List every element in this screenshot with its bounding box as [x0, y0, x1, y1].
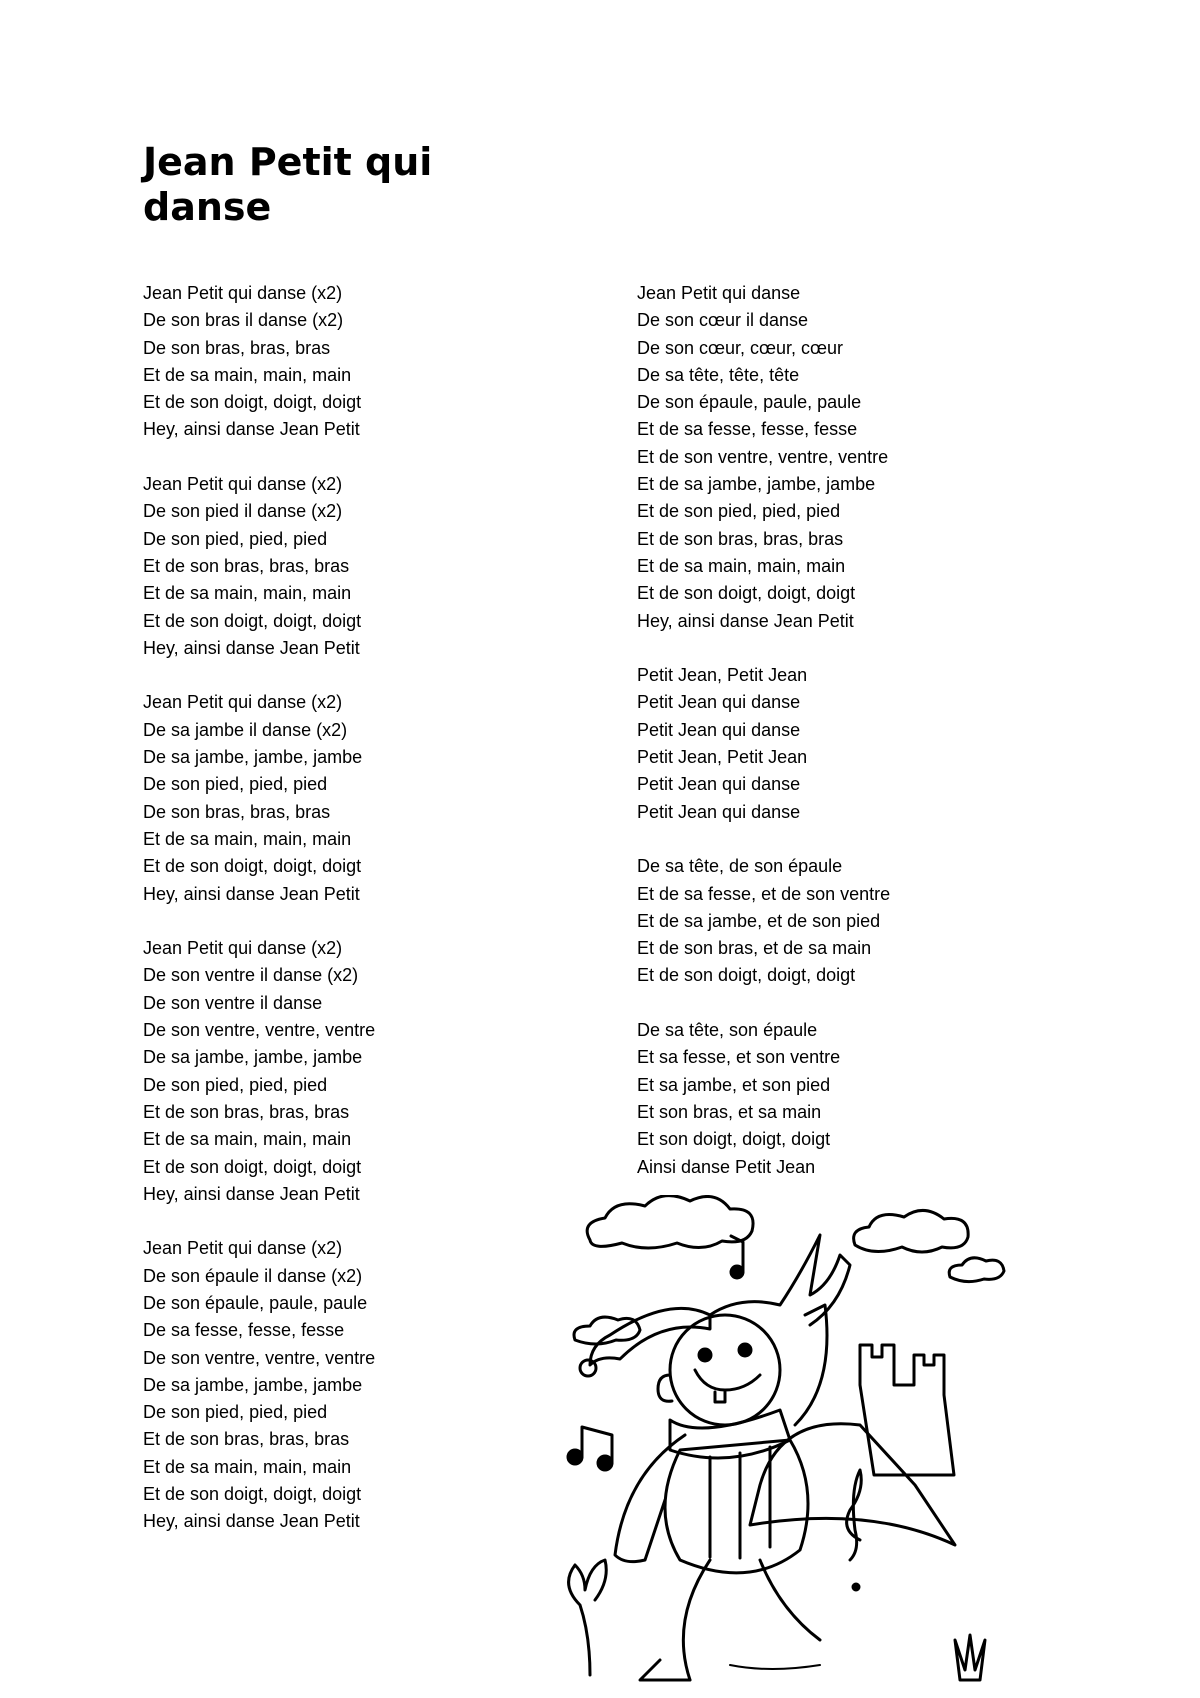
- lyric-line: Hey, ainsi danse Jean Petit: [143, 419, 360, 440]
- lyric-line: De sa fesse, fesse, fesse: [143, 1320, 345, 1341]
- cloud-icon: [587, 1196, 753, 1248]
- lyric-line: Et de sa main, main, main: [637, 555, 846, 576]
- lyric-line: De sa tête, son épaule: [637, 1020, 818, 1041]
- lyric-line: Hey, ainsi danse Jean Petit: [143, 883, 360, 904]
- jester-collar: [670, 1410, 790, 1458]
- lyric-line: Et sa fesse, et son ventre: [637, 1047, 841, 1068]
- lyric-line: De son ventre, ventre, ventre: [143, 1020, 376, 1041]
- lyric-line: Et de son bras, bras, bras: [637, 528, 844, 549]
- lyric-line: Et de sa main, main, main: [143, 364, 352, 385]
- stanza: [637, 1017, 1077, 1181]
- lyric-line: Et de son bras, bras, bras: [143, 1429, 350, 1450]
- lyric-line: Et de sa main, main, main: [143, 1129, 352, 1150]
- lyric-line: Et de sa jambe, et de son pied: [637, 910, 881, 931]
- lyric-line: De sa tête, de son épaule: [637, 856, 843, 877]
- lyric-line: Jean Petit qui danse (x2): [143, 1238, 343, 1259]
- song-title: Jean Petit qui danse: [143, 140, 433, 229]
- lyric-line: De son épaule, paule, paule: [143, 1292, 368, 1313]
- lyric-line: Et de sa main, main, main: [143, 1456, 352, 1477]
- lyric-line: Et de son doigt, doigt, doigt: [143, 392, 362, 413]
- lyric-line: Et de sa main, main, main: [143, 583, 352, 604]
- lyric-line: De sa jambe, jambe, jambe: [143, 1047, 363, 1068]
- lyric-line: De son épaule, paule, paule: [637, 392, 862, 413]
- stanza: [143, 1235, 593, 1535]
- lyric-line: Jean Petit qui danse (x2): [143, 283, 343, 303]
- lyric-line: Hey, ainsi danse Jean Petit: [143, 637, 360, 658]
- lyrics-right-column: [637, 280, 1077, 1208]
- lyric-line: De son épaule il danse (x2): [143, 1265, 363, 1286]
- stanza: [143, 471, 593, 662]
- lyric-line: Et de son ventre, ventre, ventre: [637, 446, 889, 467]
- jester-foot: [640, 1660, 690, 1680]
- lyric-line: Petit Jean qui danse: [637, 774, 801, 795]
- stanza: [637, 662, 1077, 826]
- lyric-line: Petit Jean qui danse: [637, 801, 801, 822]
- lyric-line: Petit Jean qui danse: [637, 692, 801, 713]
- treble-clef-icon: [847, 1470, 862, 1590]
- lyric-line: Et son bras, et sa main: [637, 1101, 822, 1122]
- grass-icon: [955, 1635, 985, 1680]
- lyric-line: Ainsi danse Petit Jean: [637, 1156, 816, 1177]
- lyric-line: Et de sa main, main, main: [143, 828, 352, 849]
- cloud-icon: [949, 1258, 1004, 1282]
- lyric-line: Et sa jambe, et son pied: [637, 1074, 831, 1095]
- lyric-line: Et son doigt, doigt, doigt: [637, 1129, 831, 1150]
- lyric-line: Et de son bras, et de sa main: [637, 938, 872, 959]
- lyric-line: De son pied, pied, pied: [143, 774, 328, 795]
- stanza: [637, 280, 1077, 635]
- stanza: [143, 689, 593, 907]
- lyric-line: De sa jambe, jambe, jambe: [143, 747, 363, 768]
- lyric-line: De son cœur, cœur, cœur: [637, 337, 844, 358]
- cloud-icon: [574, 1317, 640, 1344]
- lyric-line: Et de son pied, pied, pied: [637, 501, 841, 522]
- lyric-line: De son ventre il danse: [143, 992, 323, 1013]
- lyric-line: De son bras, bras, bras: [143, 337, 331, 358]
- lyric-line: De son bras il danse (x2): [143, 310, 344, 331]
- lyric-line: Jean Petit qui danse: [637, 283, 801, 303]
- lyric-line: De son ventre il danse (x2): [143, 965, 359, 986]
- lyric-line: Hey, ainsi danse Jean Petit: [143, 1511, 360, 1532]
- lyric-line: Hey, ainsi danse Jean Petit: [637, 610, 854, 631]
- lyrics-left-column: [143, 280, 593, 1563]
- lyric-line: Et de son bras, bras, bras: [143, 1101, 350, 1122]
- lyric-line: Et de sa fesse, fesse, fesse: [637, 419, 858, 440]
- lyric-line: Jean Petit qui danse (x2): [143, 692, 343, 713]
- lyric-line: Et de son doigt, doigt, doigt: [143, 1484, 362, 1505]
- lyric-line: De sa tête, tête, tête: [637, 364, 800, 385]
- lyric-line: Jean Petit qui danse (x2): [143, 938, 343, 959]
- flower-icon: [569, 1560, 607, 1675]
- jester-dancing-illustration: [560, 1195, 1060, 1690]
- lyric-line: Petit Jean, Petit Jean: [637, 747, 808, 768]
- lyric-line: Et de son doigt, doigt, doigt: [637, 583, 856, 604]
- lyric-line: Petit Jean qui danse: [637, 719, 801, 740]
- lyric-line: Et de son doigt, doigt, doigt: [143, 856, 362, 877]
- cloud-icon: [854, 1210, 969, 1252]
- lyric-line: Et de son bras, bras, bras: [143, 555, 350, 576]
- lyric-line: De son pied, pied, pied: [143, 528, 328, 549]
- lyric-line: Et de son doigt, doigt, doigt: [143, 610, 362, 631]
- lyric-line: De son pied, pied, pied: [143, 1402, 328, 1423]
- jester-torso: [665, 1440, 808, 1573]
- lyric-line: De son cœur il danse: [637, 310, 809, 331]
- lyric-line: Et de son doigt, doigt, doigt: [143, 1156, 362, 1177]
- lyric-line: De sa jambe il danse (x2): [143, 719, 348, 740]
- lyric-line: De son ventre, ventre, ventre: [143, 1347, 376, 1368]
- lyric-line: Et de sa jambe, jambe, jambe: [637, 474, 876, 495]
- stanza: [637, 853, 1077, 989]
- lyric-line: De son pied, pied, pied: [143, 1074, 328, 1095]
- stanza: [143, 280, 593, 444]
- lyric-line: Et de son doigt, doigt, doigt: [637, 965, 856, 986]
- lyric-line: De sa jambe, jambe, jambe: [143, 1374, 363, 1395]
- music-note-icon: [568, 1427, 612, 1470]
- lyric-line: Et de sa fesse, et de son ventre: [637, 883, 891, 904]
- jester-face: [670, 1315, 780, 1425]
- castle-icon: [860, 1345, 954, 1475]
- stanza: [143, 935, 593, 1208]
- lyric-line: De son bras, bras, bras: [143, 801, 331, 822]
- lyric-line: Hey, ainsi danse Jean Petit: [143, 1183, 360, 1204]
- lyric-line: Jean Petit qui danse (x2): [143, 474, 343, 495]
- lyric-line: Petit Jean, Petit Jean: [637, 665, 808, 686]
- lyric-line: De son pied il danse (x2): [143, 501, 343, 522]
